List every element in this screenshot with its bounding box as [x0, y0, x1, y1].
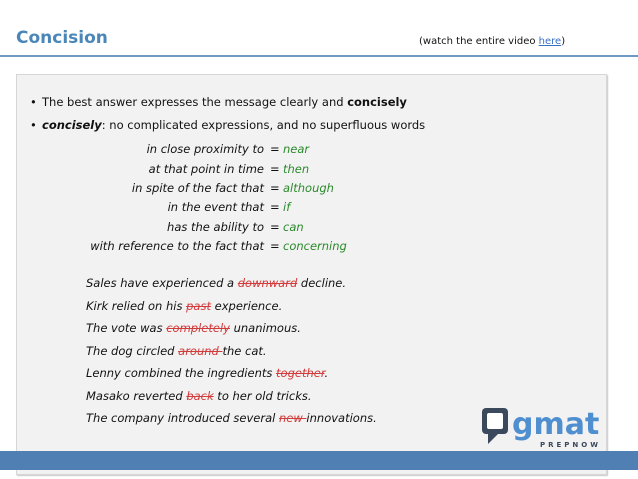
redundant-word: past: [186, 299, 211, 313]
replacement-row: [0, 220, 600, 236]
example-sentence: [86, 321, 301, 335]
sentence-before: Sales have experienced a: [86, 276, 238, 290]
bullet-item: [30, 118, 425, 132]
sentence-before: Lenny combined the ingredients: [86, 366, 277, 380]
replacement-row: [0, 181, 600, 197]
concise-word: near: [283, 142, 310, 156]
bullet-item: [30, 95, 407, 109]
sentence-after: the cat.: [222, 344, 267, 358]
sentence-after: to her old tricks.: [213, 389, 312, 403]
sentence-after: experience.: [210, 299, 283, 313]
wordy-phrase: has the ability to: [167, 220, 264, 234]
logo-wordmark: gmat: [512, 407, 600, 442]
redundant-word: new: [278, 411, 307, 425]
replacement-row: [0, 142, 600, 158]
footer-bar: [0, 451, 638, 470]
equals-sign: =: [270, 142, 280, 156]
title-divider: [0, 55, 638, 57]
concise-word: although: [283, 181, 334, 195]
equals-sign: =: [270, 181, 280, 195]
equals-sign: =: [270, 220, 280, 234]
video-note-prefix: (watch the entire video: [419, 36, 539, 47]
bullet-text: The best answer expresses the message clearly and: [42, 95, 348, 109]
sentence-after: decline.: [297, 276, 347, 290]
wordy-phrase: with reference to the fact that: [90, 239, 264, 253]
concise-word: if: [283, 200, 291, 214]
video-link[interactable]: here: [538, 36, 562, 47]
redundant-word: around: [178, 344, 223, 358]
wordy-phrase: in spite of the fact that: [131, 181, 264, 195]
sentence-after: innovations.: [306, 411, 377, 425]
sentence-before: The dog circled: [86, 344, 179, 358]
wordy-phrase: in the event that: [167, 200, 264, 214]
redundant-word: completely: [166, 321, 230, 335]
sentence-before: The company introduced several: [86, 411, 279, 425]
sentence-after: .: [324, 366, 329, 380]
redundant-word: back: [186, 389, 214, 403]
sentence-before: Kirk relied on his: [86, 299, 187, 313]
bullet-dot-icon: •: [30, 95, 37, 109]
gmat-prepnow-logo: [480, 404, 606, 450]
bullet-dot-icon: •: [30, 118, 37, 132]
example-sentence: [86, 276, 346, 290]
example-sentence: [86, 389, 312, 403]
example-sentence: [86, 299, 282, 313]
equals-sign: =: [270, 200, 280, 214]
speech-bubble-icon: [482, 408, 508, 444]
equals-sign: =: [270, 162, 280, 176]
example-sentence: [86, 366, 328, 380]
concise-word: concerning: [283, 239, 347, 253]
bullet-bold: concisely: [347, 95, 407, 109]
concise-word: can: [283, 220, 304, 234]
example-sentence: [86, 344, 267, 358]
concise-word: then: [283, 162, 310, 176]
page-title: Concision: [16, 28, 108, 48]
redundant-word: downward: [237, 276, 298, 290]
video-note: [419, 36, 565, 47]
sentence-before: Masako reverted: [86, 389, 187, 403]
example-sentence: [86, 411, 377, 425]
equals-sign: =: [270, 239, 280, 253]
replacement-row: [0, 162, 600, 178]
replacement-row: [0, 239, 600, 255]
logo-tagline: PREPNOW: [540, 441, 601, 449]
bullet-bold: concisely: [42, 118, 102, 132]
bullet-rest: : no complicated expressions, and no superfluous words: [101, 118, 426, 132]
sentence-after: unanimous.: [229, 321, 301, 335]
wordy-phrase: in close proximity to: [146, 142, 264, 156]
replacement-row: [0, 200, 600, 216]
sentence-before: The vote was: [86, 321, 167, 335]
video-note-suffix: ): [561, 36, 566, 47]
wordy-phrase: at that point in time: [148, 162, 264, 176]
redundant-word: together: [276, 366, 325, 380]
